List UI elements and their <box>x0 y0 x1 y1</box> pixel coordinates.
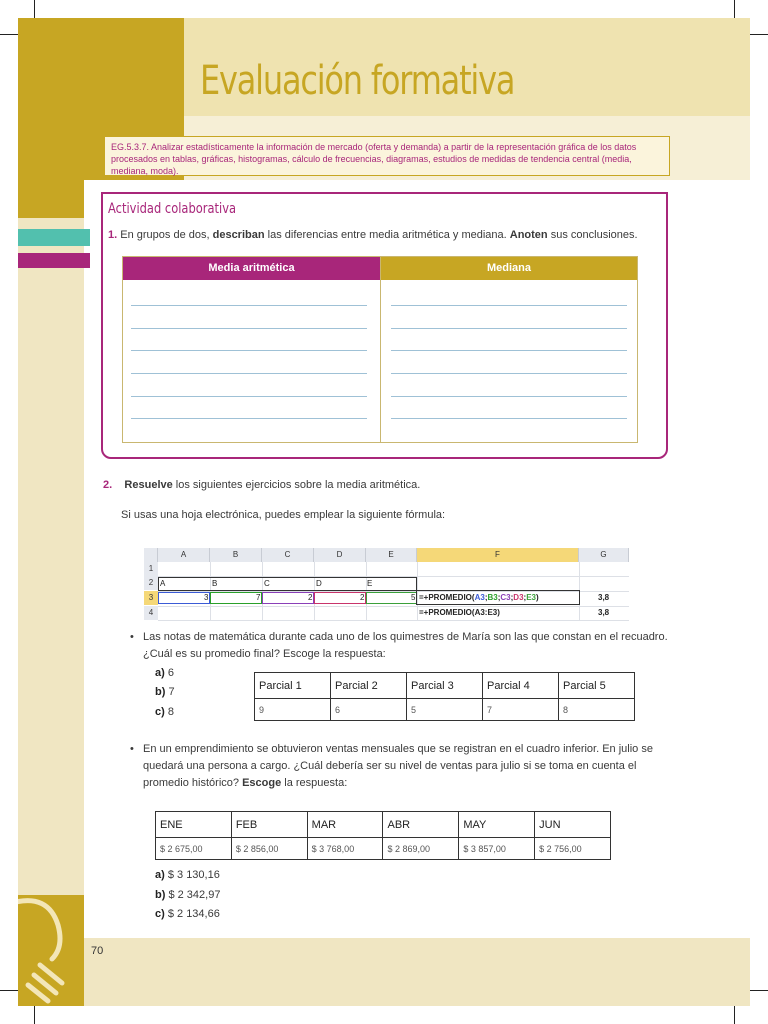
exercise-statement: En un emprendimiento se obtuvieron ventas mensuales que se registran en el cuadro inferior. En julio se quedará una persona a cargo. ¿Cuál debería ser su nivel de ventas para julio si se toma en cuenta el promedio histórico? <box>143 743 653 789</box>
spreadsheet-result: 3,8 <box>598 608 610 617</box>
option-a <box>155 667 174 680</box>
option-value: 6 <box>167 667 174 679</box>
spreadsheet-cell: D <box>316 579 322 588</box>
option-value: $ 2 134,66 <box>167 908 220 920</box>
sales-table <box>155 811 611 860</box>
question-keyword: Resuelve <box>124 479 173 491</box>
formula-part: ; <box>497 593 501 602</box>
column-divider <box>380 257 381 442</box>
table-header: Parcial 1 <box>255 673 331 699</box>
spreadsheet-cell: 2 <box>360 593 365 602</box>
crop-mark <box>34 0 35 18</box>
column-header: E <box>366 548 417 562</box>
page-number: 70 <box>91 945 104 957</box>
exercise-statement: Las notas de matemática durante cada uno de los quimestres de María son las que constan en el recuadro. ¿Cuál es su promedio final? Escoge la respuesta: <box>143 631 668 660</box>
table-header: MAR <box>307 812 383 838</box>
table-header: Parcial 2 <box>331 673 407 699</box>
spreadsheet-cell: C <box>264 579 270 588</box>
formula-ref-b3: B3 <box>487 593 498 602</box>
table-header: MAY <box>459 812 535 838</box>
spreadsheet-result: 3,8 <box>598 593 610 602</box>
question-2-subtext: Si usas una hoja electrónica, puedes emplear la siguiente fórmula: <box>121 509 446 521</box>
question-text: los siguientes ejercicios sobre la media aritmética. <box>175 479 421 491</box>
crop-mark <box>34 1006 35 1024</box>
crop-mark <box>734 0 735 18</box>
spreadsheet-cell: B <box>212 579 218 588</box>
skill-text: EG.5.3.7. Analizar estadísticamente la información de mercado (oferta y demanda) a partir de la representación gráfica de los datos procesados en tablas, gráficas, histogramas, cálculo de frecuencias, diagramas, estudios de medidas de tendencia central (media, mediana, moda). <box>111 142 637 176</box>
spreadsheet-cell: 7 <box>256 593 261 602</box>
writing-line[interactable] <box>131 418 367 419</box>
option-c <box>155 908 220 921</box>
spreadsheet-cell: 2 <box>308 593 313 602</box>
table-cell: 5 <box>407 699 483 721</box>
table-cell: 7 <box>483 699 559 721</box>
option-a <box>155 869 220 882</box>
option-letter: b) <box>155 889 166 901</box>
cell-reference-b3 <box>210 592 262 604</box>
formula-part: ; <box>523 593 527 602</box>
option-c <box>155 706 174 719</box>
exercise-1-text <box>130 629 669 663</box>
table-cell: 6 <box>331 699 407 721</box>
writing-line[interactable] <box>391 418 627 419</box>
formula-expanded <box>419 593 539 602</box>
column-header: B <box>210 548 262 562</box>
crop-mark <box>750 34 768 35</box>
crop-mark <box>0 34 18 35</box>
question-keyword: describan <box>212 229 265 241</box>
question-text: En grupos de dos, <box>120 229 210 241</box>
formula-range: =+PROMEDIO(A3:E3) <box>419 608 500 617</box>
option-letter: c) <box>155 706 165 718</box>
question-2 <box>103 479 420 491</box>
question-text: sus conclusiones. <box>550 229 638 241</box>
table-cell: $ 2 756,00 <box>535 838 611 860</box>
option-letter: b) <box>155 686 166 698</box>
footer-strip <box>84 938 750 1006</box>
cell-reference-a3 <box>158 592 210 604</box>
row-header: 4 <box>144 606 158 620</box>
table-cell: $ 3 857,00 <box>459 838 535 860</box>
exercise-statement: la respuesta: <box>284 777 348 789</box>
formula-part: ; <box>510 593 514 602</box>
spreadsheet-cell: 5 <box>411 593 416 602</box>
table-header: ENE <box>156 812 232 838</box>
spreadsheet-cell: A <box>160 579 166 588</box>
column-header-mean: Media aritmética <box>123 257 380 280</box>
crop-mark <box>734 1006 735 1024</box>
row-header: 1 <box>144 562 158 576</box>
skill-criterion <box>104 136 670 176</box>
cell-reference-d3 <box>314 592 366 604</box>
option-value: 8 <box>167 706 174 718</box>
grid-line <box>158 606 629 607</box>
table-header: FEB <box>231 812 307 838</box>
table-header: JUN <box>535 812 611 838</box>
lightbulb-icon <box>18 895 84 1006</box>
writing-line[interactable] <box>391 373 627 374</box>
spreadsheet-cell: E <box>367 579 373 588</box>
table-cell: $ 3 768,00 <box>307 838 383 860</box>
column-header: A <box>158 548 210 562</box>
spreadsheet-cell: 3 <box>204 593 209 602</box>
writing-line[interactable] <box>391 305 627 306</box>
formula-ref-d3: D3 <box>513 593 524 602</box>
grid-line <box>158 620 629 621</box>
formula-part: =+PROMEDIO( <box>419 593 475 602</box>
writing-line[interactable] <box>131 305 367 306</box>
writing-line[interactable] <box>391 396 627 397</box>
table-cell: 9 <box>255 699 331 721</box>
formula-ref-e3: E3 <box>526 593 536 602</box>
header-row-box <box>158 577 417 591</box>
comparison-table <box>122 256 638 443</box>
table-cell: $ 2 675,00 <box>156 838 232 860</box>
writing-line[interactable] <box>131 328 367 329</box>
formula-ref-c3: C3 <box>500 593 511 602</box>
magenta-accent-bar <box>18 253 90 268</box>
cell-reference-c3 <box>262 592 314 604</box>
column-header: G <box>579 548 629 562</box>
option-value: 7 <box>168 686 175 698</box>
option-b <box>155 889 220 902</box>
bullet-icon: • <box>130 631 134 643</box>
option-letter: a) <box>155 869 165 881</box>
table-header: Parcial 3 <box>407 673 483 699</box>
grades-table <box>254 672 635 721</box>
formula-ref-a3: A3 <box>474 593 485 602</box>
writing-line[interactable] <box>391 350 627 351</box>
option-b <box>155 686 175 699</box>
column-header: D <box>314 548 366 562</box>
page-title: Evaluación formativa <box>200 58 515 104</box>
activity-title: Actividad colaborativa <box>108 201 237 217</box>
exercise-keyword: Escoge <box>242 777 282 789</box>
formula-part: ; <box>484 593 488 602</box>
table-header: Parcial 4 <box>483 673 559 699</box>
bullet-icon: • <box>130 743 134 755</box>
exercise-2-text <box>130 741 669 792</box>
table-cell: 8 <box>559 699 635 721</box>
option-letter: c) <box>155 908 165 920</box>
table-header: ABR <box>383 812 459 838</box>
writing-line[interactable] <box>391 328 627 329</box>
teal-accent-bar <box>18 229 90 246</box>
formula-part: ) <box>536 593 539 602</box>
question-number: 1. <box>108 229 118 241</box>
question-text: las diferencias entre media aritmética y mediana. <box>267 229 507 241</box>
question-number: 2. <box>103 479 113 491</box>
option-value: $ 3 130,16 <box>167 869 220 881</box>
spreadsheet-corner <box>144 548 158 562</box>
row-header: 2 <box>144 576 158 590</box>
table-cell: $ 2 856,00 <box>231 838 307 860</box>
column-header: C <box>262 548 314 562</box>
row-header-selected: 3 <box>144 591 158 605</box>
writing-line[interactable] <box>131 373 367 374</box>
option-value: $ 2 342,97 <box>168 889 221 901</box>
writing-line[interactable] <box>131 396 367 397</box>
question-keyword: Anoten <box>509 229 548 241</box>
crop-mark <box>750 990 768 991</box>
table-header: Parcial 5 <box>559 673 635 699</box>
table-cell: $ 2 869,00 <box>383 838 459 860</box>
writing-line[interactable] <box>131 350 367 351</box>
question-1 <box>108 229 638 241</box>
cell-reference-e3 <box>366 592 417 604</box>
crop-mark <box>0 990 18 991</box>
option-letter: a) <box>155 667 165 679</box>
column-header-selected: F <box>417 548 579 562</box>
column-header-median: Mediana <box>381 257 637 280</box>
